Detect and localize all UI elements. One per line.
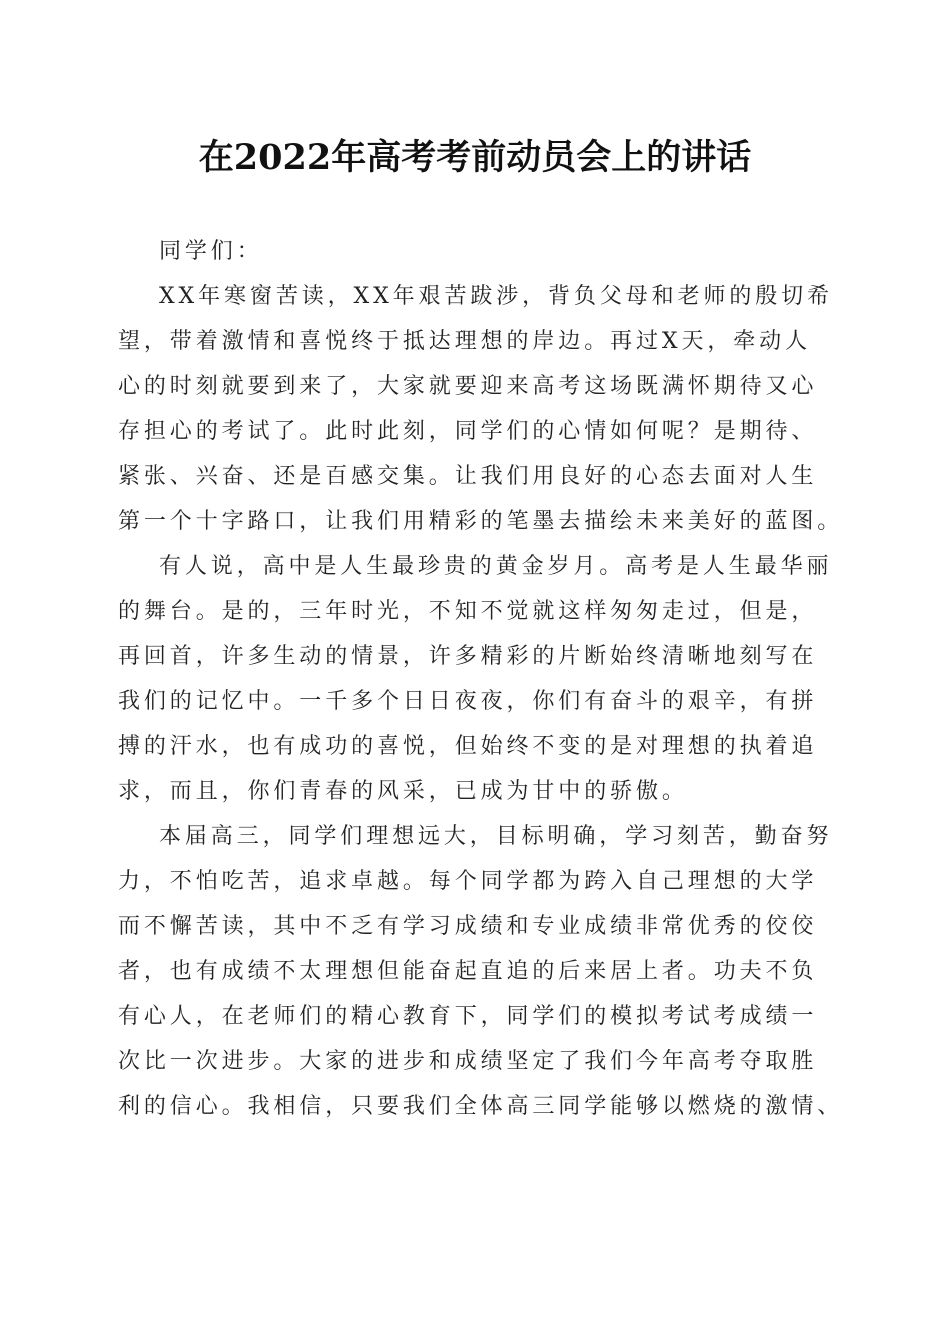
paragraph-1-line-5: 紧张、兴奋、还是百感交集。让我们用良好的心态去面对人生 bbox=[118, 464, 818, 489]
paragraph-1-line-2: 望，带着激情和喜悦终于抵达理想的岸边。再过X天，牵动人 bbox=[118, 329, 811, 354]
paragraph-1-line-3: 心的时刻就要到来了，大家就要迎来高考这场既满怀期待又心 bbox=[118, 374, 818, 399]
paragraph-2-line-1: 有人说，高中是人生最珍贵的黄金岁月。高考是人生最华丽 bbox=[159, 554, 833, 579]
paragraph-3-line-5: 有心人，在老师们的精心教育下，同学们的模拟考试考成绩一 bbox=[118, 1004, 818, 1029]
paragraph-3-line-4: 者，也有成绩不太理想但能奋起直追的后来居上者。功夫不负 bbox=[118, 959, 818, 984]
paragraph-2-line-2: 的舞台。是的，三年时光，不知不觉就这样匆匆走过，但是， bbox=[118, 599, 818, 624]
paragraph-1-line-6: 第一个十字路口，让我们用精彩的笔墨去描绘未来美好的蓝图。 bbox=[118, 509, 844, 534]
paragraph-1-line-1: XX年寒窗苦读，XX年艰苦跋涉，背负父母和老师的殷切希 bbox=[159, 284, 833, 309]
paragraph-2-line-5: 搏的汗水，也有成功的喜悦，但始终不变的是对理想的执着追 bbox=[118, 734, 818, 759]
document-body bbox=[118, 229, 844, 1129]
paragraph-3-line-7: 利的信心。我相信，只要我们全体高三同学能够以燃烧的激情、 bbox=[118, 1094, 844, 1119]
paragraph-2-line-3: 再回首，许多生动的情景，许多精彩的片断始终清晰地刻写在 bbox=[118, 644, 818, 669]
paragraph-2-line-6: 求，而且，你们青春的风采，已成为甘中的骄傲。 bbox=[118, 779, 688, 804]
paragraph-3-line-6: 次比一次进步。大家的进步和成绩坚定了我们今年高考夺取胜 bbox=[118, 1049, 818, 1074]
paragraph-3-line-2: 力，不怕吃苦，追求卓越。每个同学都为跨入自己理想的大学 bbox=[118, 869, 818, 894]
salutation-line: 同学们： bbox=[159, 239, 263, 264]
paragraph-1-line-4: 存担心的考试了。此时此刻，同学们的心情如何呢？是期待、 bbox=[118, 419, 818, 444]
document-title: 在2022年高考考前动员会上的讲话 bbox=[198, 137, 752, 178]
paragraph-3-line-1: 本届高三，同学们理想远大，目标明确，学习刻苦，勤奋努 bbox=[159, 824, 833, 849]
paragraph-3-line-3: 而不懈苦读，其中不乏有学习成绩和专业成绩非常优秀的佼佼 bbox=[118, 914, 818, 939]
paragraph-2-line-4: 我们的记忆中。一千多个日日夜夜，你们有奋斗的艰辛，有拼 bbox=[118, 689, 818, 714]
